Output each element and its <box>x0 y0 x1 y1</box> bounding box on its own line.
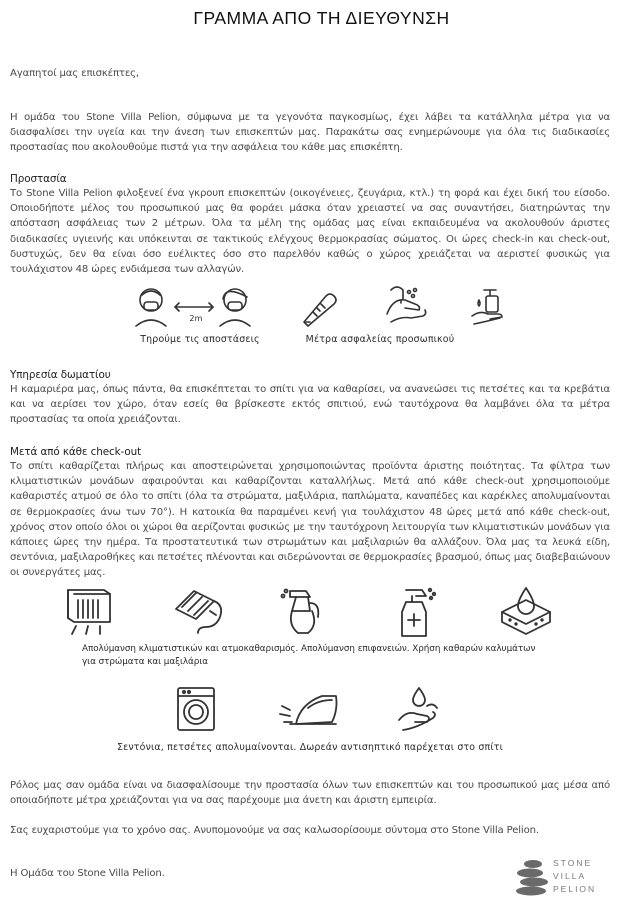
thanks-paragraph: Σας ευχαριστούμε για το χρόνο σας. Ανυπομονούμε να σας καλωσορίσουμε σύντομα στο Stone Villa Pelion. <box>10 825 539 836</box>
room-service-paragraph: Η καμαριέρα μας, όπως πάντα, θα επισκέπτεται το σπίτι για να καθαρίσει, να ανανεώσει τις πετσέτες και τα κρεβάτια και να αερίσει τον χώρο, όταν εσείς θα βρίσκεστε εκτός σπιτιού, ενώ ταυτόχρονα θα λαμβάνει όλα τα μέτρα προστασίας τα οποία χρειάζονται. <box>10 384 610 426</box>
intro-paragraph: Η ομάδα του Stone Villa Pelion, σύμφωνα με τα γεγονότα παγκοσμίως, έχει λάβει τα κατάλληλα μέτρα για να διασφαλίσει την υγεία και την άνεση των επισκεπτών μας. Παρακάτω σας ενημερώνουμε για όλα τις διαδικασίες προστασίας που ακολουθούμε πιστά για την ασφάλεια του κάθε μας επισκέπτη. <box>10 112 610 154</box>
hand-sanitizer-icon <box>470 284 506 326</box>
washing-machine-icon <box>176 686 216 732</box>
spray-steamer-icon <box>280 585 330 637</box>
logo-text-line2: VILLA <box>553 871 587 881</box>
checkout-heading: Μετά από κάθε check-out <box>10 446 142 458</box>
closing-paragraph: Ρόλος μας σαν ομάδα είναι να διασφαλίσουμε την προστασία όλων των επισκεπτών και του προσωπικού μας μέσα από οποιαδήποτε μέτρα χρειάζονται για να σας παρέχουμε μια άνετη και άριστη εμπειρία. <box>10 780 610 807</box>
greeting: Αγαπητοί μας επισκέπτες, <box>10 68 139 79</box>
hand-washing-icon <box>383 284 429 326</box>
signature: Η Ομάδα του Stone Villa Pelion. <box>10 868 165 879</box>
logo-text-line3: PELION <box>553 884 597 894</box>
caption-distance: Τηρούμε τις αποστάσεις <box>140 334 260 345</box>
iron-icon <box>278 690 342 730</box>
checkout-paragraph: Το σπίτι καθαρίζεται πλήρως και αποστειρώνεται χρησιμοποιώντας προϊόντα άριστης ποιότητας. Τα φίλτρα των κλιματιστικών μονάδων αφαιρούνται και καθαρίζονται καταλλήλως. Μετά από κάθε check-out χρησιμοποιούμε καθαριστές ατμού σε όλο το σπίτι (όλα τα στρώματα, μαξιλάρια, παπλώματα, καναπέδες και καρέκλες απολυμαίνονται σε θερμοκρασίες άνω των 70°). Η κατοικία θα παραμένει κενή για τουλάχιστον 48 ώρες μετά από κάθε check-out, χρόνος στον οποίο όλοι οι χώροι θα αερίζονται φυσικώς με την ταυτόχρονη λειτουργία των κλιματιστικών μονάδων για κάποιες ώρες την ημέρα. Τα προστατευτικά των στρωμάτων και μαξιλαριών θα αλλάζουν. Όλα μας τα λευκά είδη, σεντόνια, μαξιλαροθήκες και πετσέτες πλένονται και σιδερώνονται σε θερμοκρασίες βρασμού, όπως μας διαβεβαιώνουν οι συνεργάτες μας. <box>10 461 610 579</box>
air-conditioner-icon <box>62 582 114 638</box>
caption-row2-line2: για στρώματα και μαξιλάρια <box>82 657 208 667</box>
protection-paragraph: Το Stone Villa Pelion φιλοξενεί ένα γκρουπ επισκεπτών (οικογένειες, ζευγάρια, κτλ.) τη φορά και έχει δική του είσοδο. Οποιοδήποτε μέλος του προσωπικού μας θα φοράει μάσκα όταν χρειαστεί να σας συναντήσει, διατηρώντας την απόσταση ασφάλειας των 2 μέτρων. Όλα τα μέλη της ομάδας μας είναι εκπαιδευμένα να ακολουθούν άριστες διαδικασίες υγιεινής και υπόκεινται σε τακτικούς ελέγχους θερμοκρασίας σώματος. Οι ώρες check-in και check-out, δυστυχώς, δεν θα είναι όσο ευέλικτες όσο στο παρελθόν καθώς ο χώρος χρειάζεται να αεριστεί φυσικώς για τουλάχιστον 48 ώρες ενδιάμεσα των αλλαγών. <box>10 188 610 276</box>
page-title: ΓΡΑΜΜΑ ΑΠΟ ΤΗ ΔΙΕΥΘΥΝΣΗ <box>193 8 450 28</box>
sanitizer-hands-icon <box>397 686 441 732</box>
distance-label: 2m <box>189 314 203 323</box>
room-service-heading: Υπηρεσία δωματίου <box>10 369 111 381</box>
caption-staff: Μέτρα ασφαλείας προσωπικού <box>305 334 455 345</box>
caption-row3: Σεντόνια, πετσέτες απολυμαίνονται. Δωρεάν αντισηπτικό παρέχεται στο σπίτι <box>116 742 503 753</box>
logo-text-line1: STONE <box>553 858 593 868</box>
mattress-protector-icon <box>498 586 554 638</box>
stone-logo-icon <box>515 858 549 896</box>
steam-cleaner-icon <box>172 585 228 637</box>
caption-row2-line1: Απολύμανση κλιματιστικών και ατμοκαθαρισμός. Απολύμανση επιφανειών. Χρήση καθαρών καλυμάτων <box>82 644 536 654</box>
thermometer-icon <box>300 288 340 328</box>
protection-heading: Προστασία <box>10 173 67 185</box>
disinfectant-spray-icon <box>398 584 438 640</box>
